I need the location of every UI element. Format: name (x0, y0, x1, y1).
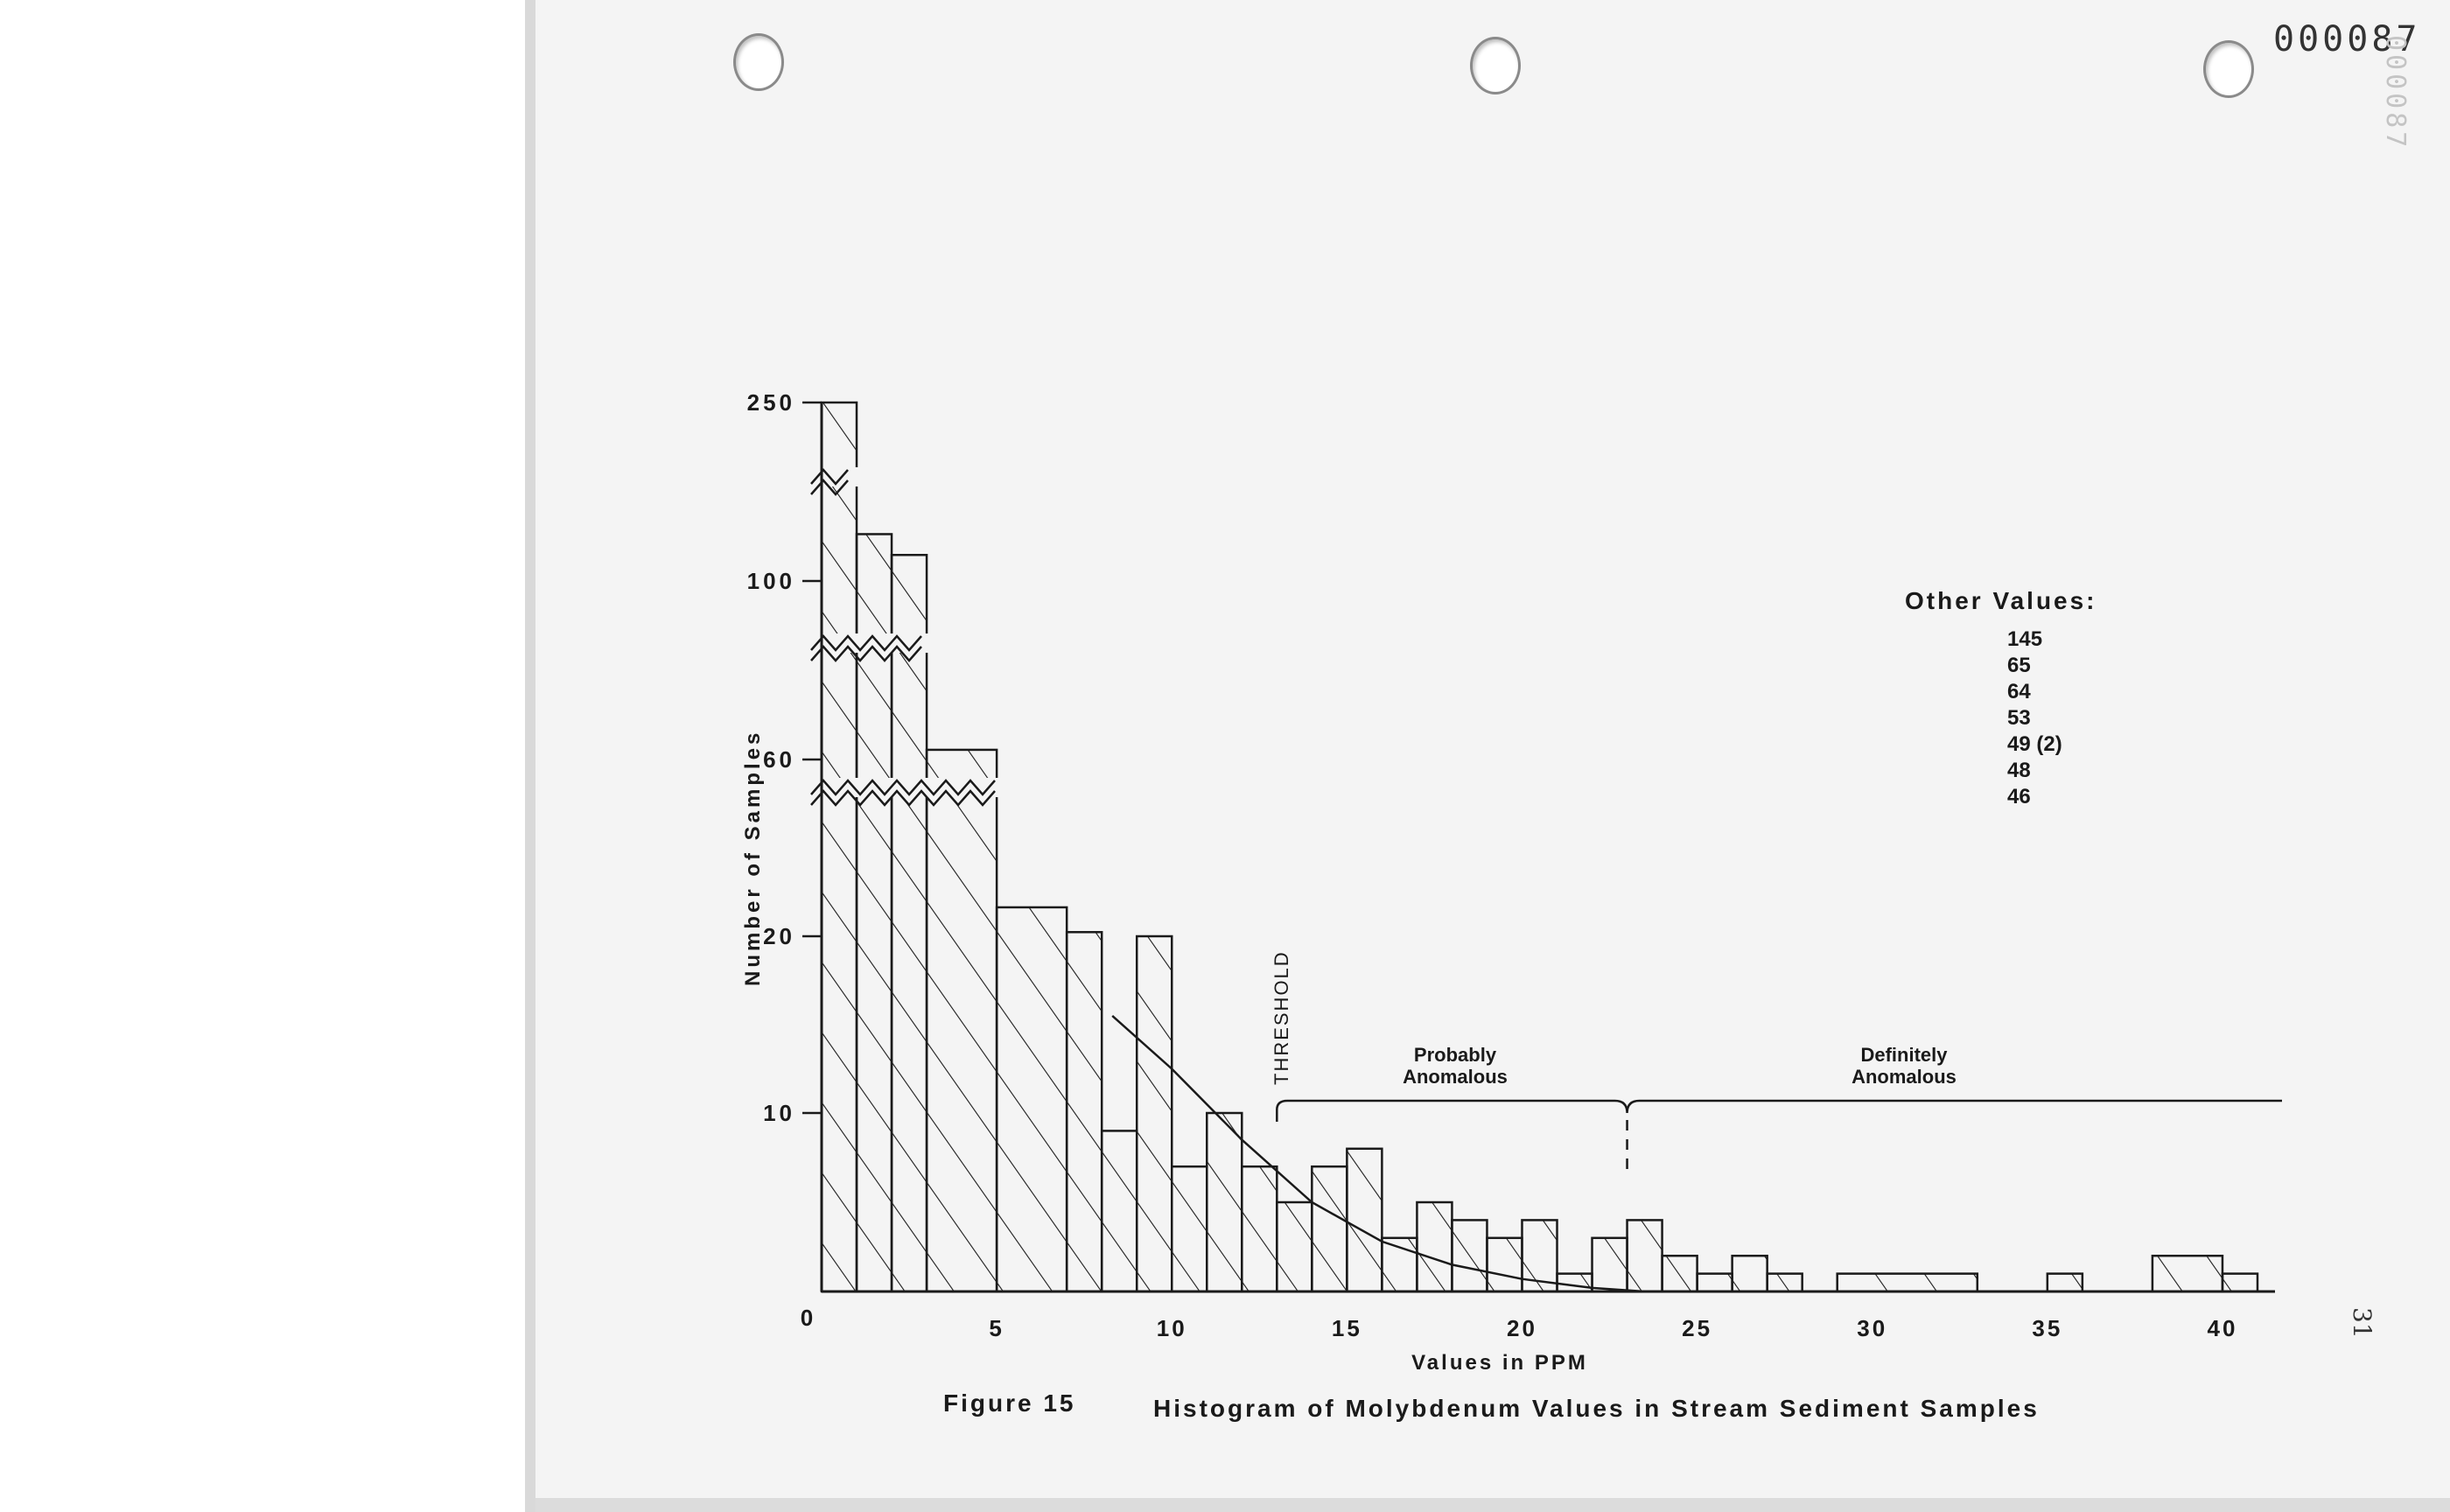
histogram-bar (1312, 1166, 1347, 1292)
x-tick-labels (989, 1315, 2237, 1341)
threshold-label: THRESHOLD (1270, 950, 1292, 1085)
histogram-bar (2152, 1256, 2222, 1292)
other-values-title: Other Values: (1905, 587, 2097, 614)
other-values-list (1905, 587, 2097, 808)
other-value-item: 46 (2007, 785, 2031, 808)
histogram-bar (1172, 1166, 1207, 1292)
y-tick-label: 20 (763, 923, 795, 949)
zone-definitely-label-line2: Anomalous (1852, 1066, 1956, 1088)
x-tick-label: 20 (1507, 1315, 1537, 1341)
y-tick-label: 100 (746, 568, 795, 594)
histogram-bar (1347, 1149, 1382, 1292)
zone-probably-label-line1: Probably (1413, 1044, 1497, 1066)
y-tick-label: 60 (763, 746, 795, 773)
other-value-item: 53 (2007, 706, 2031, 730)
histogram-bar (1487, 1238, 1522, 1292)
page-number: 31 (2348, 1307, 2376, 1339)
histogram-bar (1628, 1220, 1662, 1292)
histogram-bar (1838, 1274, 1978, 1292)
y-tick-label: 10 (763, 1100, 795, 1126)
figure-caption: Histogram of Molybdenum Values in Stream Sediment Samples (1153, 1395, 2040, 1422)
x-tick-label: 5 (989, 1315, 1004, 1341)
other-value-item: 48 (2007, 759, 2031, 782)
histogram-bar (1592, 1238, 1628, 1292)
other-value-item: 64 (2007, 680, 2031, 704)
other-value-item: 65 (2007, 654, 2031, 677)
histogram-bars (822, 402, 2258, 1292)
y-axis-label: Number of Samples (741, 729, 765, 986)
histogram-bar (892, 555, 927, 1292)
figure-label: Figure 15 (943, 1390, 1076, 1417)
histogram-bar (1102, 1130, 1137, 1292)
other-values-items (2007, 627, 2062, 808)
other-value-item: 145 (2007, 627, 2043, 651)
histogram-bar (1732, 1256, 1768, 1292)
x-tick-label: 10 (1156, 1315, 1187, 1341)
x-tick-label: 25 (1682, 1315, 1713, 1341)
x-tick-label: 40 (2207, 1315, 2238, 1341)
x-tick-label: 15 (1331, 1315, 1362, 1341)
anomaly-zones (1277, 1044, 2282, 1178)
histogram-bar (1382, 1238, 1417, 1292)
origin-label: 0 (800, 1305, 814, 1331)
histogram-bar (2048, 1274, 2082, 1292)
histogram-bar (997, 907, 1067, 1292)
document-number-bleed: 000087 (2380, 35, 2411, 151)
histogram-bar (1662, 1256, 1698, 1292)
histogram-bar (1067, 932, 1102, 1292)
histogram-bar (2222, 1274, 2258, 1292)
histogram-bar (1452, 1220, 1487, 1292)
histogram-bar (1698, 1274, 1732, 1292)
x-axis (822, 1292, 2275, 1341)
histogram-bar (822, 402, 857, 1292)
histogram-bar (1277, 1202, 1312, 1292)
histogram-bar (1137, 936, 1172, 1292)
x-tick-label: 35 (2032, 1315, 2063, 1341)
y-tick-label: 250 (746, 389, 795, 416)
histogram-bar (1207, 1113, 1242, 1292)
threshold-marker (1270, 950, 1292, 1085)
histogram-bar (1558, 1274, 1592, 1292)
other-value-item: 49 (2) (2007, 732, 2062, 756)
x-tick-label: 30 (1857, 1315, 1888, 1341)
histogram-bar (1768, 1274, 1802, 1292)
zone-definitely-label-line1: Definitely (1860, 1044, 1948, 1066)
histogram-bar (1242, 1166, 1277, 1292)
zone-probably-label-line2: Anomalous (1403, 1066, 1508, 1088)
histogram-bar (927, 750, 997, 1292)
anomaly-bracket (1277, 1101, 2282, 1122)
document-number: 000087 (2273, 19, 2421, 60)
histogram-bar (1417, 1202, 1452, 1292)
x-axis-label: Values in PPM (1411, 1351, 1588, 1375)
